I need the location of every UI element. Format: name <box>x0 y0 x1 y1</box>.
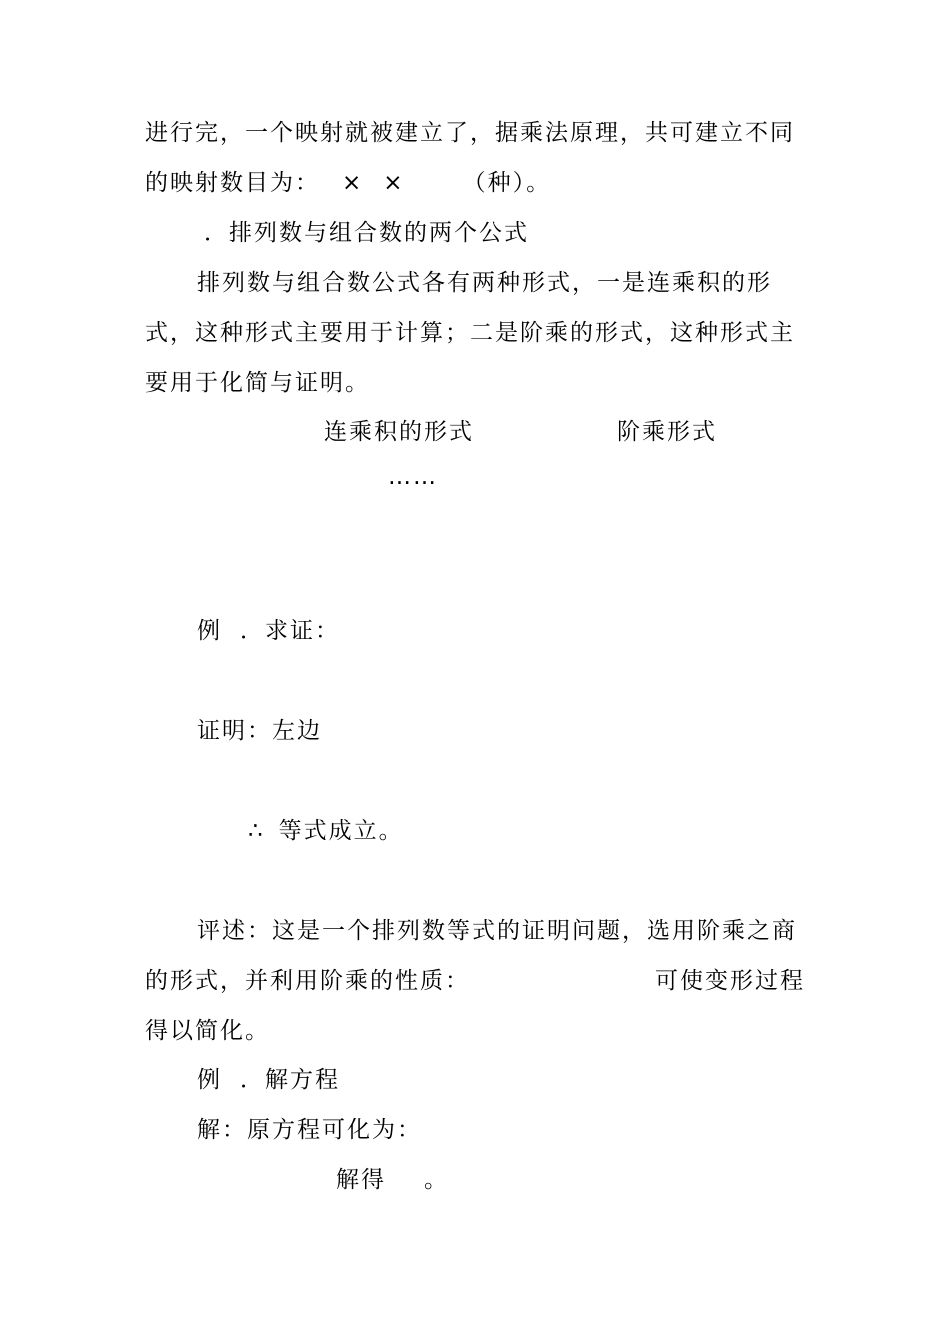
text-line-1: 进行完，一个映射就被建立了，据乘法原理，共可建立不同 <box>145 120 795 146</box>
example-2 <box>197 1065 340 1095</box>
comment-line-2-right: 可使变形过程 <box>655 968 805 994</box>
therefore-symbol: ∴ <box>248 818 265 844</box>
comment-line-3: 得以简化。 <box>145 1018 270 1044</box>
example-2-text: ．解方程 <box>240 1067 340 1093</box>
solved-end: 。 <box>424 1167 449 1193</box>
paragraph-1-line-1: 排列数与组合数公式各有两种形式，一是连乘积的形 <box>197 270 772 296</box>
conclusion <box>248 816 404 846</box>
solved-text: 解得 <box>336 1167 386 1193</box>
solution-line: 解：原方程可化为： <box>197 1117 422 1143</box>
times-symbol-2: × <box>383 170 405 196</box>
ellipsis: …… <box>388 464 438 490</box>
comment-line-2-left: 的形式，并利用阶乘的性质： <box>145 968 470 994</box>
proof-label: 证明：左边 <box>197 718 322 744</box>
text-line-2 <box>145 168 551 198</box>
conclusion-text: 等式成立。 <box>278 818 404 844</box>
paragraph-1-line-3: 要用于化简与证明。 <box>145 370 370 396</box>
mapping-count-text: 的映射数目为： <box>145 170 320 196</box>
example-2-label: 例 <box>197 1067 222 1093</box>
comment-line-1: 评述：这是一个排列数等式的证明问题，选用阶乘之商 <box>197 918 797 944</box>
unit-text: （种）。 <box>462 170 552 196</box>
example-1-label: 例 <box>197 618 222 644</box>
times-symbol-1: × <box>342 170 364 196</box>
solved-line <box>336 1165 449 1195</box>
example-1-text: ．求证： <box>240 618 340 644</box>
example-1 <box>197 616 340 646</box>
section-heading: ．排列数与组合数的两个公式 <box>204 220 529 246</box>
paragraph-1-line-2: 式，这种形式主要用于计算；二是阶乘的形式，这种形式主 <box>145 320 795 346</box>
label-product-form: 连乘积的形式 <box>324 419 474 445</box>
label-factorial-form: 阶乘形式 <box>617 419 717 445</box>
